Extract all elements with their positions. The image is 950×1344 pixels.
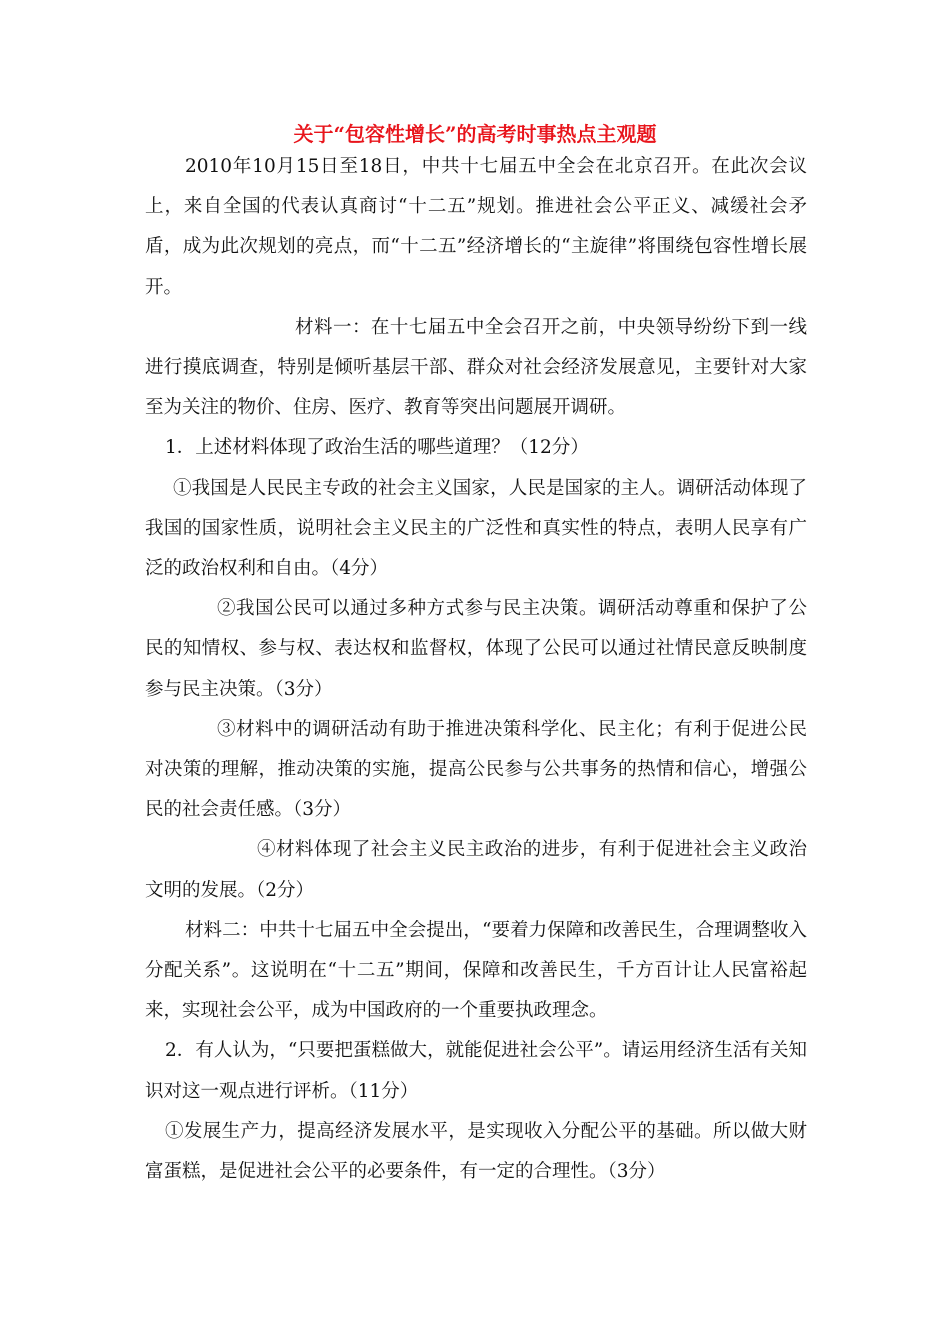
- intro-paragraph: 2010年10月15日至18日，中共十七届五中全会在北京召开。在此次会议上，来自全国的代表认真商讨“十二五”规划。推进社会公平正义、减缓社会矛盾，成为此次规划的亮点，而“十二五”经济增长的“主旋律”将围绕包容性增长展开。: [145, 156, 807, 298]
- answer-one-point-2: ②我国公民可以通过多种方式参与民主决策。调研活动尊重和保护了公民的知情权、参与权、表达权和监督权，体现了公民可以通过社情民意反映制度参与民主决策。（3分）: [145, 598, 807, 700]
- answer-one-point-4: ④材料体现了社会主义民主政治的进步，有利于促进社会主义政治文明的发展。（2分）: [145, 839, 807, 901]
- document-body: [145, 147, 807, 1192]
- document-title: 关于“包容性增长”的高考时事热点主观题: [293, 122, 657, 146]
- answer-one-point-1: ①我国是人民民主专政的社会主义国家，人民是国家的主人。调研活动体现了我国的国家性质，说明社会主义民主的广泛性和真实性的特点，表明人民享有广泛的政治权利和自由。（4分）: [145, 477, 807, 580]
- material-two-paragraph: 材料二：中共十七届五中全会提出，“要着力保障和改善民生，合理调整收入分配关系”。这说明在“十二五”期间，保障和改善民生，千方百计让人民富裕起来，实现社会公平，成为中国政府的一个重要执政理念。: [145, 919, 807, 1022]
- material-one-paragraph: 材料一：在十七届五中全会召开之前，中央领导纷纷下到一线进行摸底调查，特别是倾听基层干部、群众对社会经济发展意见，主要针对大家至为关注的物价、住房、医疗、教育等突出问题展开调研。: [145, 316, 807, 419]
- question-two: 2．有人认为，“只要把蛋糕做大，就能促进社会公平”。请运用经济生活有关知识对这一观点进行评析。（11分）: [145, 1040, 807, 1102]
- answer-two-point-1: ①发展生产力，提高经济发展水平，是实现收入分配公平的基础。所以做大财富蛋糕，是促进社会公平的必要条件，有一定的合理性。（3分）: [145, 1120, 807, 1183]
- answer-one-point-3: ③材料中的调研活动有助于推进决策科学化、民主化；有利于促进公民对决策的理解，推动决策的实施，提高公民参与公共事务的热情和信心，增强公民的社会责任感。（3分）: [145, 718, 807, 821]
- question-one: 1．上述材料体现了政治生活的哪些道理？（12分）: [165, 437, 589, 459]
